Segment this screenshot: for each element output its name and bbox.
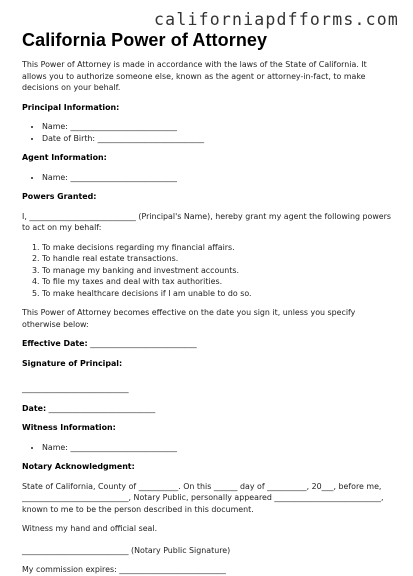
agent-info-heading: Agent Information: [22,153,107,162]
page-title: California Power of Attorney [22,30,268,50]
powers-statement: I, ___________________________ (Principal's Name), hereby grant my agent the following powers to act on my behalf: [22,211,392,232]
witness-info-heading: Witness Information: [22,423,116,432]
site-watermark: californiapdfforms.com [154,10,399,29]
agent-info-list [22,172,392,184]
power-item: 1. To make decisions regarding my financial affairs. [42,242,392,254]
signature-principal-heading: Signature of Principal: [22,358,123,368]
effective-note: This Power of Attorney becomes effective on the date you sign it, unless you specify otherwise below: [22,308,356,329]
principal-name-item: • Name: ___________________________ [42,121,392,133]
date-row [22,403,392,415]
witness-info-list [22,442,392,454]
power-item: 5. To make healthcare decisions if I am unable to do so. [42,288,392,300]
power-item: 2. To handle real estate transactions. [42,253,392,265]
signature-principal-line: ___________________________ [22,384,129,393]
powers-heading: Powers Granted: [22,192,97,201]
principal-info-heading: Principal Information: [22,102,120,112]
power-item: 3. To manage my banking and investment accounts. [42,265,392,277]
principal-dob-item: • Date of Birth: ___________________________ [42,133,392,145]
effective-date-row [22,338,392,350]
date-blank: ___________________________ [46,403,156,413]
effective-date-label: Effective Date: [22,339,88,348]
document-body [22,59,392,576]
agent-name-item: • Name: ___________________________ [42,172,392,184]
commission-expires: My commission expires: ___________________________ [22,565,226,574]
principal-info-list [22,121,392,144]
notary-heading: Notary Acknowledgment: [22,462,135,471]
powers-list [22,242,392,300]
intro-paragraph: This Power of Attorney is made in accordance with the laws of the State of California. It allows you to authorize someone else, known as the agent or attorney-in-fact, to make decisions on your behalf. [22,60,367,92]
notary-text: State of California, County of __________. On this ______ day of __________, 20___, before me, ___________________________, Notary Public, personally appeared ___________________________, known to me to be the person described in this document. [22,481,384,514]
date-label: Date: [22,403,47,413]
effective-date-blank: ___________________________ [87,339,197,348]
witness-name-item: • Name: ___________________________ [42,442,392,454]
power-item: 4. To file my taxes and deal with tax authorities. [42,276,392,288]
notary-signature-line: ___________________________ (Notary Public Signature) [22,545,231,555]
notary-witness-hand: Witness my hand and official seal. [22,524,158,533]
